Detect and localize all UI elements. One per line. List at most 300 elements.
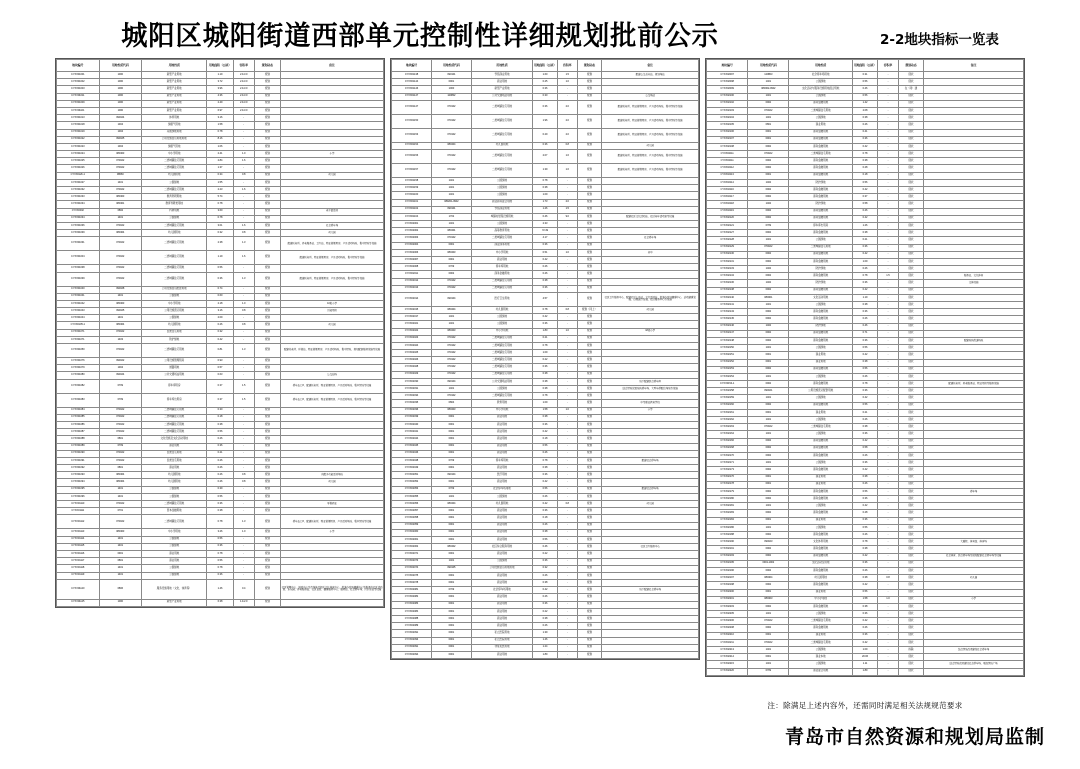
cell-remark: [924, 79, 1024, 86]
cell-plot-id: CYXX02213: [707, 647, 748, 654]
cell-plot-id: CYXX02153: [707, 366, 748, 373]
cell-plan-status: 现状: [898, 589, 923, 596]
cell-land-use-type: 城镇村居集设施用地: [471, 213, 532, 220]
cell-land-use-code: 080401: [431, 228, 471, 235]
cell-plot-id: CYXX01112: [57, 515, 100, 529]
cell-land-area: 0.46: [852, 323, 877, 330]
cell-plan-status: 现状: [898, 424, 923, 431]
cell-plot-id: CYXX02113: [707, 172, 748, 179]
cell-plot-id: CYXX02220: [707, 668, 748, 675]
cell-plan-status: 规划: [254, 486, 280, 493]
cell-plan-status: 现状: [898, 474, 923, 481]
cell-land-use-code: 080201-0902: [431, 199, 471, 206]
cell-land-use-type: 新型产业用地: [142, 100, 207, 107]
cell-plot-id: CYXX02024: [392, 342, 432, 349]
cell-floor-area-ratio: -: [878, 165, 899, 172]
cell-plan-status: 规划: [577, 616, 602, 623]
cell-floor-area-ratio: 1.0: [557, 407, 577, 414]
table-row: [392, 278, 699, 285]
cell-land-use-type: 公园绿地: [142, 572, 207, 579]
cell-remark: 幼儿园: [924, 575, 1024, 582]
table-row: [707, 452, 1024, 459]
cell-remark: [280, 457, 383, 464]
cell-floor-area-ratio: -: [233, 372, 254, 379]
cell-plot-id: CYXX02184: [707, 517, 748, 524]
cell-plan-status: 规划: [254, 151, 280, 158]
cell-remark: 老干部活动: [280, 208, 383, 215]
cell-land-use-type: 公园绿地: [142, 315, 207, 322]
cell-land-area: 0.25: [533, 79, 558, 86]
cell-land-use-code: 080403: [431, 328, 471, 335]
cell-floor-area-ratio: 2.0-3.0: [233, 100, 254, 107]
cell-remark: [280, 365, 383, 372]
cell-plan-status: 规划: [254, 93, 280, 100]
cell-plot-id: CYXX02141: [707, 302, 748, 309]
cell-land-area: 0.38: [852, 115, 877, 122]
cell-plan-status: 现状: [898, 244, 923, 251]
cell-land-use-code: 0801: [748, 122, 789, 129]
cell-land-area: 2.08: [852, 107, 877, 114]
cell-floor-area-ratio: -: [878, 122, 899, 129]
cell-floor-area-ratio: -: [878, 151, 899, 158]
cell-land-use-code: 070102: [748, 618, 789, 625]
cell-plot-id: CYXX02107: [707, 136, 748, 143]
cell-remark: [280, 443, 383, 450]
cell-land-use-code: 0902: [748, 546, 789, 553]
table-row: [57, 379, 384, 393]
cell-land-use-code: 0709: [748, 222, 789, 229]
cell-land-use-type: 商务金融用地: [789, 532, 852, 539]
cell-floor-area-ratio: 1.0: [557, 79, 577, 86]
table-row: [57, 72, 384, 79]
cell-remark: [924, 136, 1024, 143]
cell-plot-id: CYXX02074: [392, 565, 432, 572]
cell-land-use-code: 1401: [748, 460, 789, 467]
cell-land-use-code: 0709: [431, 457, 471, 464]
cell-plot-id: CYXX02130: [707, 251, 748, 258]
cell-plan-status: 规划: [254, 165, 280, 172]
cell-land-use-type: 商务金融用地: [789, 546, 852, 553]
cell-land-use-code: 1401: [99, 493, 142, 500]
cell-floor-area-ratio: -: [878, 654, 899, 661]
cell-plan-status: 规划: [577, 651, 602, 658]
cell-land-use-type: 中小学用地: [789, 596, 852, 603]
cell-land-area: 0.38: [852, 474, 877, 481]
cell-remark: [924, 460, 1024, 467]
cell-plot-id: CYXX01043: [57, 308, 100, 315]
cell-remark: 结合绿地设置地块停车场、大型车停配位场地等设施: [602, 386, 699, 393]
cell-land-use-type: 公共交通场站用地: [471, 378, 532, 385]
cell-plot-id: CYXX02030: [392, 378, 432, 385]
cell-land-use-code: 0901: [431, 242, 471, 249]
cell-land-use-code: 0901: [431, 522, 471, 529]
cell-floor-area-ratio: -: [233, 436, 254, 443]
cell-floor-area-ratio: -: [878, 294, 899, 301]
cell-land-use-code: 0901: [748, 517, 789, 524]
cell-land-area: 0.37: [207, 393, 233, 407]
cell-remark: 配建托老所、物业管理用房、户外活动场地、集中绿地等设施: [280, 272, 383, 286]
cell-floor-area-ratio: -: [878, 352, 899, 359]
cell-floor-area-ratio: 0.8: [233, 472, 254, 479]
table-row: [707, 273, 1024, 280]
cell-plan-status: 规划: [577, 342, 602, 349]
cell-land-area: 0.58: [852, 201, 877, 208]
cell-land-use-type: 公用设施营运用地用地: [471, 565, 532, 572]
cell-plot-id: CYXX02179: [707, 488, 748, 495]
cell-land-area: 0.37: [207, 379, 233, 393]
cell-plot-id: CYXX01009: [57, 100, 100, 107]
cell-floor-area-ratio: -: [233, 122, 254, 129]
cell-land-use-code: 080403: [99, 151, 142, 158]
cell-remark: [280, 599, 383, 606]
cell-land-area: 3.01: [207, 222, 233, 229]
cell-floor-area-ratio: -: [878, 639, 899, 646]
cell-remark: 污能用房: [280, 308, 383, 315]
cell-remark: [602, 429, 699, 436]
cell-plan-status: 规划: [254, 450, 280, 457]
table-row: [707, 208, 1024, 215]
table-row: [707, 388, 1024, 395]
cell-remark: [924, 122, 1024, 129]
table-row: [57, 143, 384, 150]
cell-land-use-code: 0901: [431, 601, 471, 608]
cell-land-use-code: 1000: [99, 599, 142, 606]
table-row: [57, 529, 384, 536]
cell-land-area: 0.28: [852, 165, 877, 172]
cell-remark: [280, 558, 383, 565]
cell-land-area: 0.26: [852, 266, 877, 273]
table-row: [707, 488, 1024, 495]
cell-land-area: 0.42: [852, 395, 877, 402]
cell-plot-id: CYXX01096: [57, 493, 100, 500]
cell-land-use-code: 1401: [748, 395, 789, 402]
cell-land-use-type: 公园绿地: [142, 215, 207, 222]
cell-remark: [924, 107, 1024, 114]
cell-floor-area-ratio: -: [557, 285, 577, 292]
cell-remark: [602, 221, 699, 228]
cell-land-use-code: 0901: [431, 257, 471, 264]
cell-land-area: 0.26: [852, 625, 877, 632]
cell-land-area: 0.26: [533, 572, 558, 579]
cell-land-use-code: 1401: [748, 115, 789, 122]
cell-land-area: 0.26: [207, 322, 233, 329]
cell-land-use-code: 0901: [431, 443, 471, 450]
table-row: [392, 128, 699, 142]
cell-plan-status: 规划: [254, 579, 280, 599]
table-row: [57, 508, 384, 515]
cell-land-use-type: 幼儿园用地: [471, 306, 532, 313]
cell-plan-status: 规划: [254, 421, 280, 428]
cell-plot-id: CYXX02195: [707, 560, 748, 567]
cell-land-use-code: 0902: [748, 215, 789, 222]
cell-floor-area-ratio: -: [878, 553, 899, 560]
cell-land-area: 0.38: [852, 575, 877, 582]
cell-plot-id: CYXX01001: [57, 72, 100, 79]
cell-plan-status: 规划: [254, 515, 280, 529]
cell-land-use-code: 1304: [99, 122, 142, 129]
cell-remark: [602, 608, 699, 615]
cell-floor-area-ratio: -: [233, 572, 254, 579]
table-row: [392, 93, 699, 100]
cell-land-area: 0.36: [533, 86, 558, 93]
cell-land-use-type: 幼儿园用地: [142, 479, 207, 486]
table-row: [57, 151, 384, 158]
cell-remark: 配建托老所、养老服务站、卫生站、物业管理用房、户外活动场地、集中绿地等设施: [280, 237, 383, 251]
cell-floor-area-ratio: -: [878, 395, 899, 402]
cell-remark: [280, 536, 383, 543]
cell-floor-area-ratio: -: [557, 637, 577, 644]
table-row: [707, 129, 1024, 136]
cell-plan-status: 现状: [898, 136, 923, 143]
table-row: [57, 579, 384, 599]
cell-plot-id: CYXX02059: [392, 522, 432, 529]
cell-plot-id: CYXX02071: [392, 551, 432, 558]
cell-land-area: 1.19: [207, 72, 233, 79]
plot-index-table-right: [706, 59, 1024, 676]
cell-land-use-code: 070102: [99, 515, 142, 529]
cell-floor-area-ratio: -: [878, 287, 899, 294]
cell-floor-area-ratio: -: [878, 337, 899, 344]
cell-plan-status: 规划: [577, 185, 602, 192]
cell-land-use-code: 1401: [748, 524, 789, 531]
cell-land-area: 1.19: [207, 251, 233, 265]
cell-plot-id: CYXX012b-1: [57, 172, 100, 179]
cell-land-use-code: 0902: [748, 567, 789, 574]
cell-land-area: 1.19: [852, 294, 877, 301]
cell-floor-area-ratio: 0.8: [878, 575, 899, 582]
cell-land-use-type: 公园绿地: [789, 647, 852, 654]
table-row: [57, 429, 384, 436]
cell-plot-id: CYXX02057: [392, 508, 432, 515]
cell-land-use-type: 商务金融用地: [789, 510, 852, 517]
cell-plot-id: CYXX02129: [707, 244, 748, 251]
table-row: [707, 330, 1024, 337]
cell-plot-id: CYXX02089: [392, 623, 432, 630]
cell-land-use-type: 二类城镇住宅用地: [142, 187, 207, 194]
cell-land-use-type: 公园绿地: [471, 177, 532, 184]
col-header-code: 用地性质代码: [99, 60, 142, 72]
cell-land-use-type: 二类城镇住宅用地: [789, 424, 852, 431]
cell-land-area: 1.09: [533, 350, 558, 357]
cell-land-area: 0.32: [533, 565, 558, 572]
cell-land-use-type: 商务金融用地: [789, 553, 852, 560]
cell-plot-id: CYXX02094: [392, 651, 432, 658]
cell-floor-area-ratio: 1.6: [233, 158, 254, 165]
cell-plan-status: 现状: [898, 639, 923, 646]
cell-land-use-code: 0902: [748, 402, 789, 409]
cell-land-use-type: 教育用地: [471, 400, 532, 407]
cell-plot-id: CYXX02039: [392, 414, 432, 421]
cell-plot-id: CYXX02104: [707, 115, 748, 122]
cell-floor-area-ratio: -: [557, 257, 577, 264]
cell-land-area: 1.96: [533, 114, 558, 128]
cell-land-use-type: 中小学用地: [142, 151, 207, 158]
cell-plot-id: CYXX02143: [707, 309, 748, 316]
cell-land-use-code: 070102: [99, 222, 142, 229]
cell-plan-status: 规划: [254, 393, 280, 407]
cell-remark: [602, 637, 699, 644]
table-row: [707, 632, 1024, 639]
cell-land-use-code: 070102: [431, 342, 471, 349]
cell-plan-status: 现状: [898, 323, 923, 330]
cell-floor-area-ratio: -: [557, 587, 577, 594]
table-row: [707, 337, 1024, 344]
table-row: [57, 358, 384, 365]
cell-land-use-type: 二类城镇住宅用地: [142, 272, 207, 286]
cell-land-area: 0.93: [207, 358, 233, 365]
cell-land-use-type: 四类住宅用地: [142, 457, 207, 464]
cell-plan-status: 现状: [898, 287, 923, 294]
cell-remark: [924, 546, 1024, 553]
cell-land-use-type: 公园绿地: [471, 386, 532, 393]
cell-land-area: 1.58: [207, 122, 233, 129]
cell-land-use-type: 文化活动及用地: [789, 560, 852, 567]
cell-land-use-type: 停车库用房: [142, 379, 207, 393]
cell-land-use-code: 070102: [431, 364, 471, 371]
table-header-row: [707, 60, 1024, 72]
cell-land-use-code: 080403: [748, 596, 789, 603]
cell-plot-id: CYXX02160: [707, 402, 748, 409]
cell-land-area: 0.56: [852, 589, 877, 596]
cell-plot-id: CYXX01039: [57, 230, 100, 237]
cell-floor-area-ratio: 1.6: [233, 187, 254, 194]
cell-remark: [602, 364, 699, 371]
table-row: [392, 436, 699, 443]
cell-remark: [924, 309, 1024, 316]
cell-plot-id: CYXX01082: [57, 379, 100, 393]
cell-floor-area-ratio: -: [557, 271, 577, 278]
cell-land-use-code: 0902: [748, 445, 789, 452]
cell-remark: 配建托老所、物业管理用房、户外活动场地、集中绿地等设施: [602, 114, 699, 128]
table-row: [707, 172, 1024, 179]
cell-plot-id: CYXX02133: [707, 266, 748, 273]
cell-plan-status: 规划: [577, 580, 602, 587]
cell-land-area: 0.26: [852, 532, 877, 539]
cell-land-area: 0.36: [533, 421, 558, 428]
table-row: [392, 623, 699, 630]
cell-plan-status: 规划: [254, 543, 280, 550]
table-body-left: [57, 72, 384, 607]
cell-floor-area-ratio: 0.8: [233, 322, 254, 329]
table-row: [57, 129, 384, 136]
cell-plot-id: CYXX02046: [392, 450, 432, 457]
cell-land-area: 0.26: [533, 450, 558, 457]
cell-land-area: 0.41: [852, 129, 877, 136]
cell-remark: [602, 623, 699, 630]
cell-land-use-code: 0901-1902: [748, 560, 789, 567]
table-row: [392, 86, 699, 93]
table-row: [707, 582, 1024, 589]
table-row: [392, 630, 699, 637]
cell-remark: [924, 316, 1024, 323]
cell-land-use-code: 0902: [748, 187, 789, 194]
cell-land-area: 0.34: [207, 172, 233, 179]
cell-plot-id: CYXX02051: [392, 472, 432, 479]
cell-plan-status: 规划: [577, 479, 602, 486]
cell-floor-area-ratio: -: [557, 515, 577, 522]
cell-floor-area-ratio: -: [878, 517, 899, 524]
cell-floor-area-ratio: -: [557, 321, 577, 328]
cell-plot-id: CYXX02001: [392, 221, 432, 228]
col-header-note: 备注: [602, 60, 699, 72]
cell-land-area: 1.09: [533, 400, 558, 407]
cell-land-area: 0.42: [533, 314, 558, 321]
cell-land-use-type: 新型产业用地: [142, 107, 207, 114]
cell-plan-status: 规划: [254, 251, 280, 265]
cell-floor-area-ratio: -: [878, 417, 899, 424]
cell-land-use-code: 070102: [99, 429, 142, 436]
cell-land-use-code: 0901: [431, 630, 471, 637]
cell-remark: [602, 257, 699, 264]
table-row: [392, 335, 699, 342]
cell-land-use-type: 商务金融用地: [789, 143, 852, 150]
table-row: [707, 481, 1024, 488]
cell-plan-status: 现状: [898, 661, 923, 668]
table-row: [392, 608, 699, 615]
cell-land-area: 0.63: [207, 372, 233, 379]
cell-remark: [280, 336, 383, 343]
cell-land-use-code: 1401: [748, 302, 789, 309]
cell-land-use-type: 二类城镇住宅用地: [471, 114, 532, 128]
cell-land-use-code: 0901: [748, 589, 789, 596]
table-row: [707, 316, 1024, 323]
cell-land-use-code: 080404: [748, 575, 789, 582]
cell-remark: 公交站场: [280, 372, 383, 379]
cell-floor-area-ratio: 2.0: [557, 128, 577, 142]
cell-land-area: 0.26: [533, 493, 558, 500]
cell-remark: [924, 201, 1024, 208]
cell-remark: [924, 438, 1024, 445]
table-row: [392, 515, 699, 522]
col-header-code: 用地性质代码: [431, 60, 471, 72]
cell-land-use-code: 0902: [748, 488, 789, 495]
cell-land-area: 1.37: [207, 165, 233, 172]
cell-remark: [602, 79, 699, 86]
cell-remark: [924, 287, 1024, 294]
col-header-note: 备注: [280, 60, 383, 72]
cell-floor-area-ratio: -: [878, 230, 899, 237]
cell-land-use-type: 绿廊气用地: [142, 143, 207, 150]
cell-remark: [602, 508, 699, 515]
cell-land-area: 4.36: [207, 93, 233, 100]
cell-plan-status: 现状: [898, 524, 923, 531]
cell-floor-area-ratio: -: [878, 179, 899, 186]
cell-plot-id: CYXX02147: [707, 330, 748, 337]
cell-land-area: 0.42: [852, 618, 877, 625]
cell-remark: [924, 244, 1024, 251]
cell-floor-area-ratio: -: [878, 215, 899, 222]
cell-floor-area-ratio: -: [878, 93, 899, 100]
cell-land-use-code: 0901: [431, 508, 471, 515]
table-row: [707, 539, 1024, 546]
cell-plan-status: 规划: [577, 285, 602, 292]
cell-land-area: 0.26: [852, 417, 877, 424]
cell-land-use-code: 070102: [99, 329, 142, 336]
cell-floor-area-ratio: -: [557, 443, 577, 450]
cell-plot-id: CYXX01094: [57, 479, 100, 486]
cell-remark: 幼儿园: [602, 142, 699, 149]
cell-plan-status: 规划: [577, 594, 602, 601]
cell-plot-id: CYXX01093: [57, 472, 100, 479]
cell-plot-id: CYXX02008: [392, 264, 432, 271]
cell-remark: [924, 179, 1024, 186]
cell-land-use-code: 070102: [431, 128, 471, 142]
cell-land-area: 0.36: [533, 364, 558, 371]
cell-remark: 社区卫生服务中心、配建社区公共站、文化活动站、街道办区域健康中心、运动建康发展、远程医疗发展、社区服务中心等设施: [602, 292, 699, 306]
cell-land-area: 0.36: [852, 388, 877, 395]
cell-plot-id: CYXX01002: [57, 79, 100, 86]
cell-land-use-code: 0901: [431, 616, 471, 623]
